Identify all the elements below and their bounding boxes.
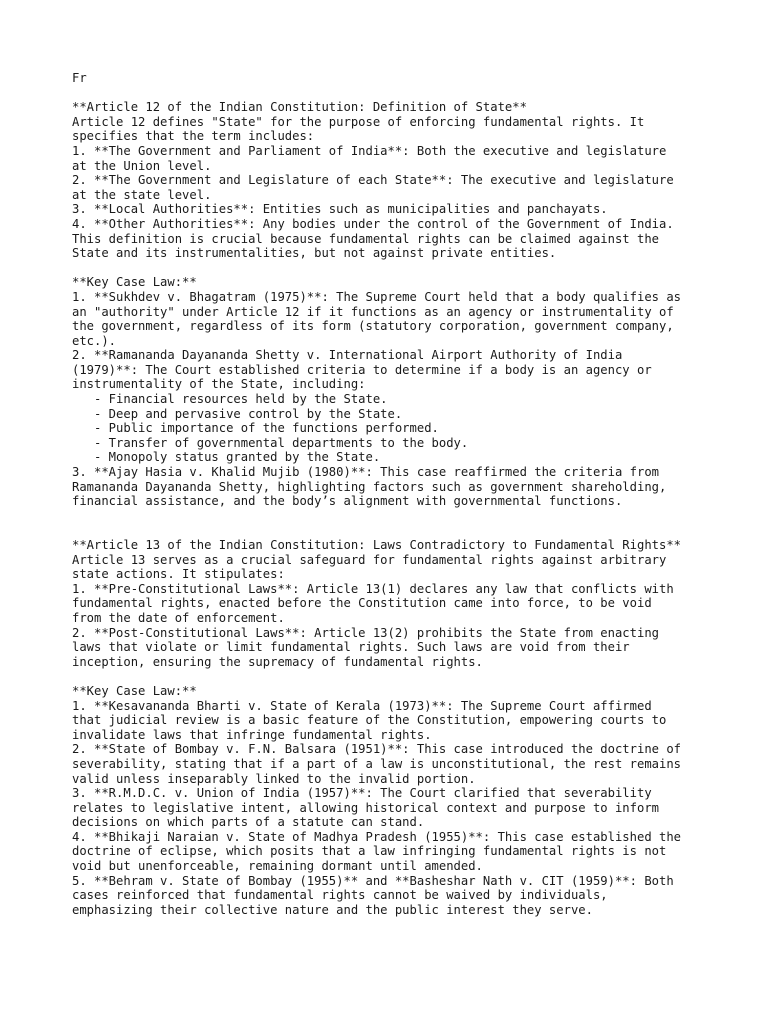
text-line: from the date of enforcement. <box>72 610 285 625</box>
text-line: specifies that the term includes: <box>72 129 315 144</box>
text-line: 4. **Bhikaji Naraian v. State of Madhya Pradesh (1955)**: This case established the <box>72 829 682 844</box>
text-line: 2. **Ramananda Dayananda Shetty v. International Airport Authority of India <box>72 348 623 363</box>
text-line: - Public importance of the functions performed. <box>72 421 439 436</box>
text-line: that judicial review is a basic feature of the Constitution, empowering courts to <box>72 713 667 728</box>
text-line: emphasizing their collective nature and the public interest they serve. <box>72 902 593 917</box>
text-line: financial assistance, and the body’s alignment with governmental functions. <box>72 494 623 509</box>
text-line: 1. **Pre-Constitutional Laws**: Article 13(1) declares any law that conflicts with <box>72 581 674 596</box>
text-line: - Financial resources held by the State. <box>72 392 388 407</box>
text-line: state actions. It stipulates: <box>72 567 285 582</box>
text-line: (1979)**: The Court established criteria to determine if a body is an agency or <box>72 362 652 377</box>
text-line: at the Union level. <box>72 158 212 173</box>
text-line: 2. **Post-Constitutional Laws**: Article 13(2) prohibits the State from enacting <box>72 625 659 640</box>
text-line: 4. **Other Authorities**: Any bodies under the control of the Government of India. <box>72 216 674 231</box>
text-line: - Transfer of governmental departments to the body. <box>72 435 469 450</box>
text-line: valid unless inseparably linked to the invalid portion. <box>72 771 476 786</box>
blank-line <box>72 86 712 101</box>
text-line: severability, stating that if a part of a law is unconstitutional, the rest remains <box>72 756 682 771</box>
document-text <box>72 71 712 917</box>
text-line: 5. **Behram v. State of Bombay (1955)** and **Basheshar Nath v. CIT (1959)**: Both <box>72 873 674 888</box>
text-line: relates to legislative intent, allowing historical context and purpose to inform <box>72 800 659 815</box>
blank-line <box>72 509 712 524</box>
text-line: - Monopoly status granted by the State. <box>72 450 381 465</box>
text-line: 1. **The Government and Parliament of India**: Both the executive and legislature <box>72 143 667 158</box>
text-line: cases reinforced that fundamental rights cannot be waived by individuals, <box>72 888 608 903</box>
blank-line <box>72 669 712 684</box>
text-line: decisions on which parts of a statute can stand. <box>72 815 425 830</box>
text-line: This definition is crucial because fundamental rights can be claimed against the <box>72 231 659 246</box>
text-line: 2. **State of Bombay v. F.N. Balsara (1951)**: This case introduced the doctrine of <box>72 742 682 757</box>
text-line: invalidate laws that infringe fundamental rights. <box>72 727 432 742</box>
text-line: void but unenforceable, remaining dormant until amended. <box>72 859 483 874</box>
text-line: 1. **Kesavananda Bharti v. State of Kerala (1973)**: The Supreme Court affirmed <box>72 698 652 713</box>
text-line: **Key Case Law:** <box>72 683 197 698</box>
text-line: an "authority" under Article 12 if it functions as an agency or instrumentality of <box>72 304 674 319</box>
text-line: **Article 12 of the Indian Constitution: Definition of State** <box>72 100 527 115</box>
text-line: laws that violate or limit fundamental rights. Such laws are void from their <box>72 640 630 655</box>
text-line: at the state level. <box>72 187 212 202</box>
text-line: instrumentality of the State, including: <box>72 377 366 392</box>
text-line: 2. **The Government and Legislature of each State**: The executive and legislature <box>72 173 674 188</box>
text-line: Article 13 serves as a crucial safeguard for fundamental rights against arbitrary <box>72 552 667 567</box>
text-line: 1. **Sukhdev v. Bhagatram (1975)**: The Supreme Court held that a body qualifies as <box>72 289 682 304</box>
text-line: Fr <box>72 71 87 85</box>
text-line: **Article 13 of the Indian Constitution: Laws Contradictory to Fundamental Rights** <box>72 538 682 552</box>
text-line: - Deep and pervasive control by the State. <box>72 406 403 421</box>
text-line: the government, regardless of its form (statutory corporation, government company, <box>72 319 674 334</box>
text-line: etc.). <box>72 333 117 348</box>
text-line: State and its instrumentalities, but not against private entities. <box>72 246 557 261</box>
text-line: 3. **Local Authorities**: Entities such as municipalities and panchayats. <box>72 202 608 217</box>
text-line: Ramananda Dayananda Shetty, highlighting factors such as government shareholding, <box>72 479 667 494</box>
blank-line <box>72 261 712 276</box>
text-line: 3. **R.M.D.C. v. Union of India (1957)**: The Court clarified that severability <box>72 786 652 801</box>
blank-line <box>72 523 712 538</box>
text-line: Article 12 defines "State" for the purpose of enforcing fundamental rights. It <box>72 114 645 129</box>
text-line: fundamental rights, enacted before the Constitution came into force, to be void <box>72 596 652 611</box>
text-line: inception, ensuring the supremacy of fundamental rights. <box>72 654 483 669</box>
text-line: 3. **Ajay Hasia v. Khalid Mujib (1980)**: This case reaffirmed the criteria from <box>72 465 659 480</box>
text-line: doctrine of eclipse, which posits that a law infringing fundamental rights is not <box>72 844 667 859</box>
text-line: **Key Case Law:** <box>72 275 197 290</box>
